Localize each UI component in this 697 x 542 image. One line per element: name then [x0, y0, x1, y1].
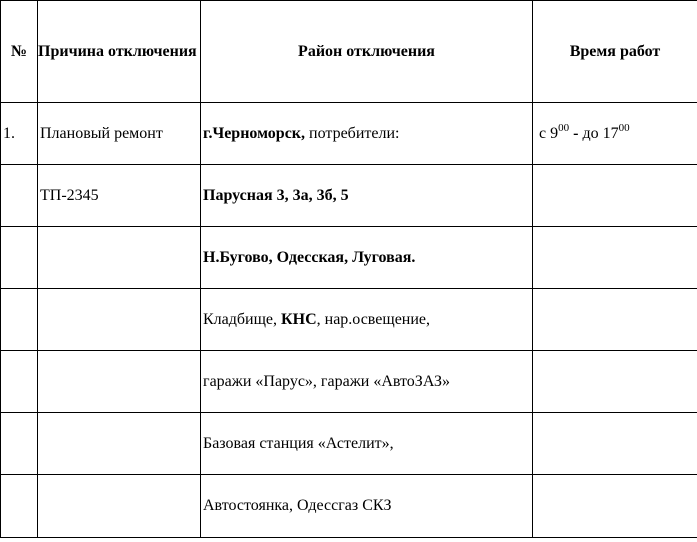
row-area — [201, 165, 533, 227]
area-bold-text: КНС — [281, 310, 317, 328]
row-time — [533, 351, 697, 413]
table-row — [1, 413, 697, 475]
row-number — [1, 165, 38, 227]
row-area: гаражи «Парус», гаражи «АвтоЗАЗ» — [201, 351, 533, 413]
table-row — [1, 289, 697, 351]
area-bold-text: Парусная 3, 3а, 3б, 5 — [203, 186, 349, 204]
header-number: № — [1, 1, 38, 103]
row-time — [533, 413, 697, 475]
row-area: Базовая станция «Астелит», — [201, 413, 533, 475]
row-number — [1, 227, 38, 289]
row-cause — [38, 475, 201, 538]
header-area: Район отключения — [201, 1, 533, 103]
row-time — [533, 165, 697, 227]
row-time — [533, 475, 697, 538]
row-number: 1. — [1, 103, 38, 165]
table-header-row — [1, 1, 697, 103]
row-number — [1, 413, 38, 475]
time-end-minutes: 00 — [618, 121, 630, 134]
time-end: до 17 — [582, 124, 619, 142]
row-cause — [38, 351, 201, 413]
header-time: Время работ — [533, 1, 697, 103]
row-area: Автостоянка, Одессгаз СКЗ — [201, 475, 533, 538]
time-start-minutes: 00 — [558, 121, 570, 134]
table-row — [1, 351, 697, 413]
row-number — [1, 475, 38, 538]
area-text: Кладбище, — [203, 310, 282, 328]
row-area — [201, 227, 533, 289]
row-area — [201, 103, 533, 165]
row-cause — [38, 227, 201, 289]
row-time — [533, 227, 697, 289]
row-cause: ТП-2345 — [38, 165, 201, 227]
header-cause: Причина отключения — [38, 1, 201, 103]
table-row — [1, 103, 697, 165]
area-bold-text: Н.Бугово, Одесская, Луговая. — [203, 248, 416, 266]
row-cause — [38, 289, 201, 351]
row-time — [533, 103, 697, 165]
row-number — [1, 351, 38, 413]
row-area — [201, 289, 533, 351]
time-dash: - — [569, 124, 583, 142]
table-row — [1, 227, 697, 289]
table-row — [1, 475, 697, 538]
row-time — [533, 289, 697, 351]
area-text: потребители: — [305, 124, 400, 142]
row-cause: Плановый ремонт — [38, 103, 201, 165]
area-text: , нар.освещение, — [316, 310, 431, 328]
table-row — [1, 165, 697, 227]
row-number — [1, 289, 38, 351]
time-start: с 9 — [539, 124, 559, 142]
row-cause — [38, 413, 201, 475]
area-bold-text: г.Черноморск, — [203, 124, 306, 142]
